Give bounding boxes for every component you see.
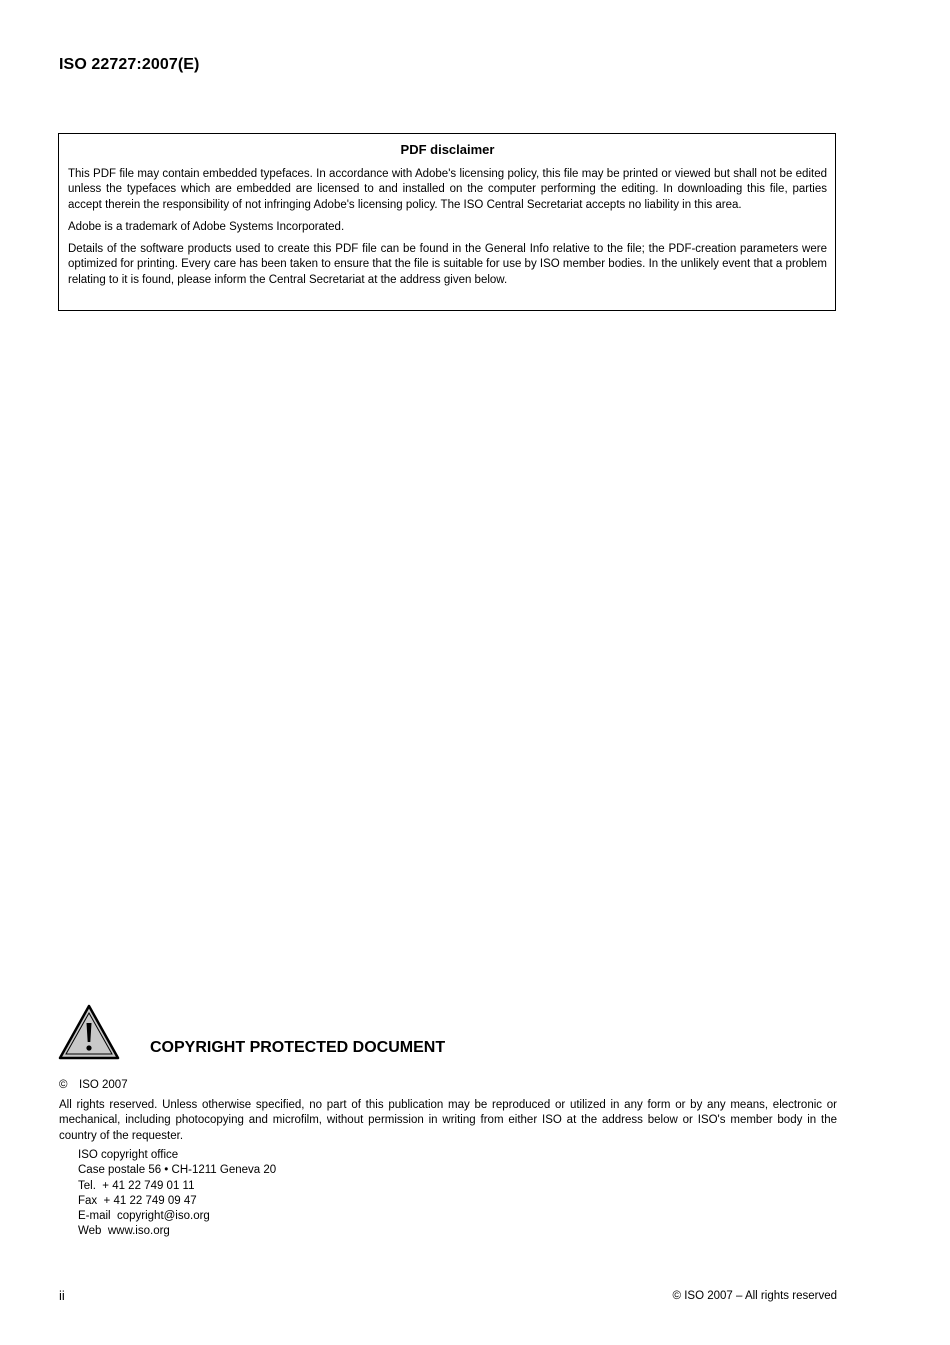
footer-copyright-notice: © ISO 2007 – All rights reserved (672, 1290, 837, 1302)
address-fax: Fax + 41 22 749 09 47 (78, 1194, 197, 1207)
address-office: ISO copyright office (78, 1149, 179, 1161)
address-telephone: Tel. + 41 22 749 01 11 (78, 1179, 195, 1192)
document-id-header: ISO 22727:2007(E) (59, 56, 200, 73)
address-postal: Case postale 56 • CH-1211 Geneva 20 (78, 1164, 277, 1177)
disclaimer-paragraph-trademark: Adobe is a trademark of Adobe Systems Incorporated. (68, 220, 345, 233)
address-web: Web www.iso.org (78, 1225, 170, 1238)
copyright-symbol: © (59, 1079, 68, 1091)
disclaimer-paragraph-details: Details of the software products used to create this PDF file can be found in the General Info relative to the file; the PDF-creation parameters were optimized for printing. Every care has been taken to ensure that the file is suitable for use by ISO member bodies. In the unlikely event that a problem relating to it is found, please inform the Central Secretariat at the address given below. (68, 243, 827, 286)
warning-triangle-icon (58, 1004, 120, 1060)
iso-address-block (78, 1148, 276, 1240)
copyright-year: ISO 2007 (79, 1079, 128, 1091)
page-number: ii (59, 1288, 65, 1303)
pdf-disclaimer-box (58, 133, 836, 311)
rights-reserved-paragraph: All rights reserved. Unless otherwise specified, no part of this publication may be reproduced or utilized in any form or by any means, electronic or mechanical, including photocopying and microfilm, without permission in writing from either ISO at the address below or ISO's member body in the country of the requester. (59, 1099, 837, 1142)
address-email: E-mail copyright@iso.org (78, 1210, 210, 1223)
disclaimer-paragraph-licensing: This PDF file may contain embedded typefaces. In accordance with Adobe's licensing policy, this file may be printed or viewed but shall not be edited unless the typefaces which are embedded are licensed to and installed on the computer performing the editing. In downloading this file, parties accept therein the responsibility of not infringing Adobe's licensing policy. The ISO Central Secretariat accepts no liability in this area. (68, 168, 827, 211)
disclaimer-title: PDF disclaimer (400, 142, 495, 157)
copyright-protected-title: COPYRIGHT PROTECTED DOCUMENT (150, 1039, 446, 1056)
copyright-year-line (59, 1078, 128, 1093)
